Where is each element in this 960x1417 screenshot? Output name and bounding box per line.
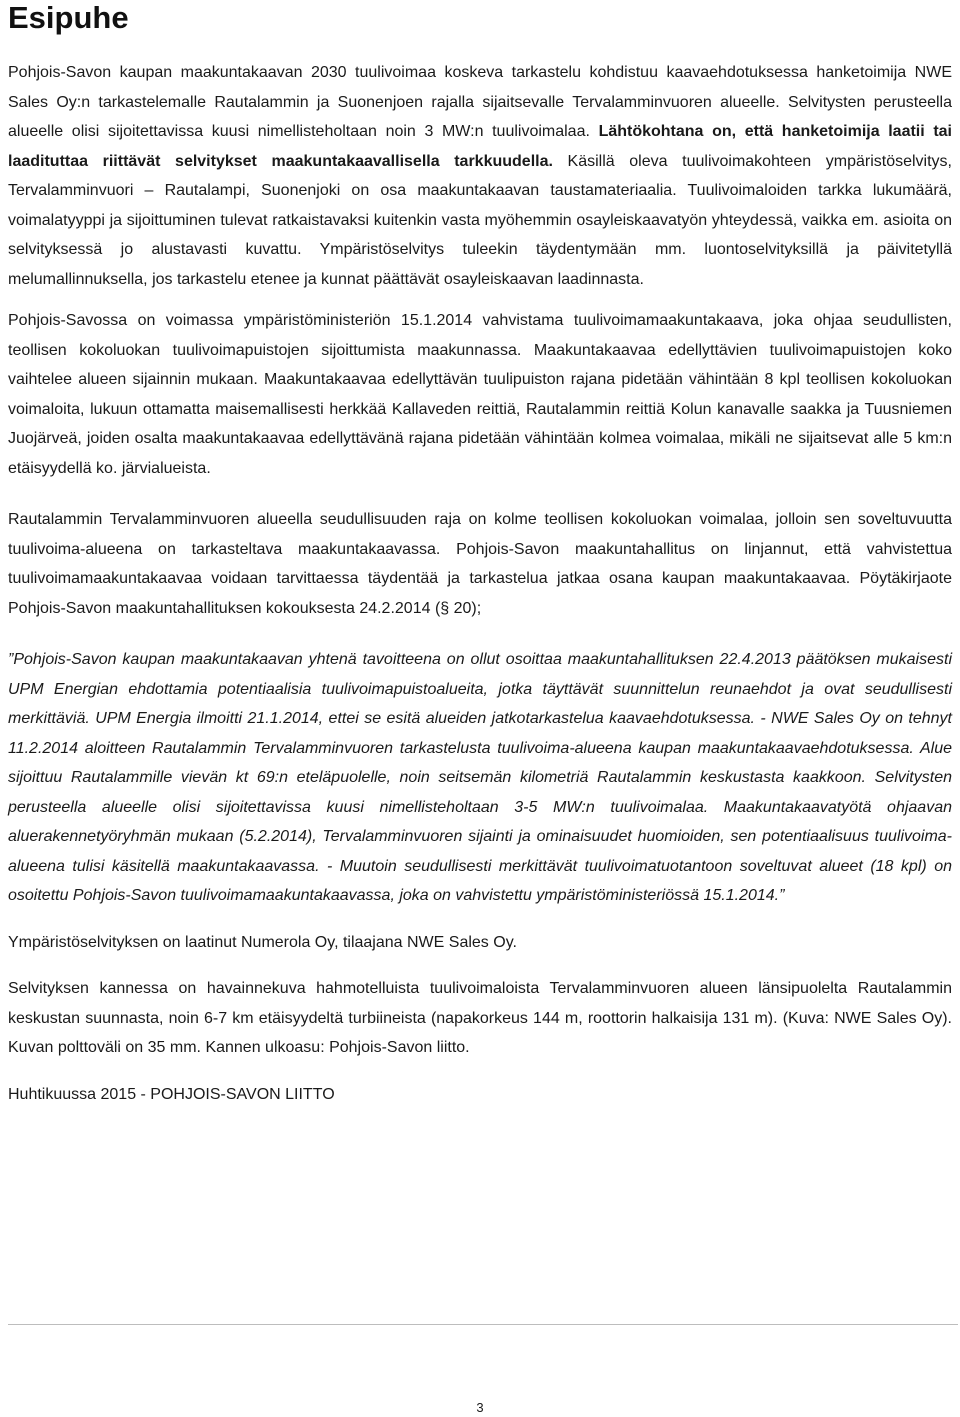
paragraph-intro-text-2: Käsillä oleva tuulivoimakohteen ympäristöselvitys, Tervalamminvuori – Rautalampi, Suonenjoki on osa maakuntakaavan taustamateriaalia. Tuulivoimaloiden tarkka lukumäärä, voimalatyyppi ja sijoittuminen tulevat ratkaistavaksi kuitenkin vasta myöhemmin osayleiskaavatyön yhteydessä, vaikka em. asioita on selvityksessä jo alustavasti kuvattu. Ympäristöselvitys tuleekin täydentymään mm. luontoselvityksillä ja päivitetyllä melumallinnuksella, jos tarkastelu etenee ja kunnat päättävät osayleiskaavan laadinnasta. [8,152,952,288]
page-title: Esipuhe [8,0,129,35]
paragraph-intro-bold: Lähtökohtana on, että hanketoimija laatii tai laadituttaa riittävät selvitykset maakuntakaavallisella tarkkuudella. [8,123,952,170]
paragraph-intro [8,58,952,294]
paragraph-wind-plan: Pohjois-Savossa on voimassa ympäristöministeriön 15.1.2014 vahvistama tuulivoimamaakuntakaava, joka ohjaa seudullisten, teollisen kokoluokan tuulivoimapuistojen sijoittumista maakunnassa. Maakuntakaavaa edellyttävien tuulivoimapuistojen koko vaihtelee alueen sijainnin mukaan. Maakuntakaavaa edellyttävän tuulipuiston rajana pidetään vähintään 8 kpl teollisen kokoluokan voimaloita, lukuun ottamatta maisemallisesti herkkää Kallaveden reittiä, Rautalammin reittiä Kolun kanavalle saakka ja Tuusniemen Juojärveä, joiden osalta maakuntakaavaa edellyttävänä rajana pidetään vähintään kolmea voimalaa, mikäli ne sijaitsevat alle 5 km:n etäisyydellä ko. järvialueista. [8,312,952,477]
paragraph-author: Ympäristöselvityksen on laatinut Numerola Oy, tilaajana NWE Sales Oy. [8,933,517,951]
paragraph-meeting-quote: ”Pohjois-Savon kaupan maakuntakaavan yhtenä tavoitteena on ollut osoittaa maakuntahallituksen 22.4.2013 päätöksen mukaisesti UPM Energian ehdottamia potentiaalisia tuulivoimapuistoalueita, jotka täyttävät suunnittelun reunaehdot ja ovat seudullisesti merkittäviä. UPM Energia ilmoitti 21.1.2014, ettei se esitä alueiden jatkotarkastelua kaavaehdotuksessa. - NWE Sales Oy on tehnyt 11.2.2014 aloitteen Rautalammin Tervalamminvuoren tarkastelusta tuulivoima-alueena kaupan maakuntakaavaehdotuksessa. Alue sijoittuu Rautalammille vievän kt 69:n eteläpuolelle, noin seitsemän kilometriä Rautalammin keskustasta kaakkoon. Selvitysten perusteella alueelle olisi sijoitettavissa kuusi nimellisteholtaan 3-5 MW:n tuulivoimalaa. Maakuntakaavatyötä ohjaavan aluerakennetyöryhmän mukaan (5.2.2014), Tervalamminvuoren sijainti ja ominaisuudet huomioiden, sen potentiaalisuus tuulivoima-alueena tulisi käsitellä maakuntakaavassa. - Muutoin seudullisesti merkittävät tuulivoimatuotantoon soveltuvat alueet (18 kpl) on osoitettu Pohjois-Savon tuulivoimamaakuntakaavassa, joka on vahvistettu ympäristöministeriössä 15.1.2014.” [8,651,952,904]
paragraph-tervalamminvuori: Rautalammin Tervalamminvuoren alueella seudullisuuden raja on kolme teollisen kokoluokan voimalaa, jolloin sen soveltuvuutta tuulivoima-alueena on tarkasteltava maakuntakaavassa. Pohjois-Savon maakuntahallitus on linjannut, että vahvistettua tuulivoimamaakuntakaavaa voidaan tarvittaessa täydentää ja tarkastelua jatkaa osana kaupan maakuntakaavaa. Pöytäkirjaote Pohjois-Savon maakuntahallituksen kokouksesta 24.2.2014 (§ 20); [8,511,952,617]
page-number: 3 [476,1400,484,1415]
paragraph-intro-text-1: Pohjois-Savon kaupan maakuntakaavan 2030 tuulivoimaa koskeva tarkastelu kohdistuu kaavaehdotuksessa hanketoimija NWE Sales Oy:n tarkastelemalle Rautalammin ja Suonenjoen rajalla sijaitsevalle Tervalamminvuoren alueelle. Selvitysten perusteella alueelle olisi sijoitettavissa kuusi nimellisteholtaan noin 3 MW:n tuulivoimalaa. [8,64,952,140]
footer-divider [8,1324,958,1325]
paragraph-cover-image: Selvityksen kannessa on havainnekuva hahmotelluista tuulivoimaloista Tervalamminvuoren alueen länsipuolelta Rautalammin keskustan suunnasta, noin 6-7 km etäisyydeltä turbiineista (napakorkeus 144 m, roottorin halkaisija 131 m). (Kuva: NWE Sales Oy). Kuvan polttoväli on 35 mm. Kannen ulkoasu: Pohjois-Savon liitto. [8,980,952,1056]
paragraph-signature: Huhtikuussa 2015 - POHJOIS-SAVON LIITTO [8,1085,335,1103]
